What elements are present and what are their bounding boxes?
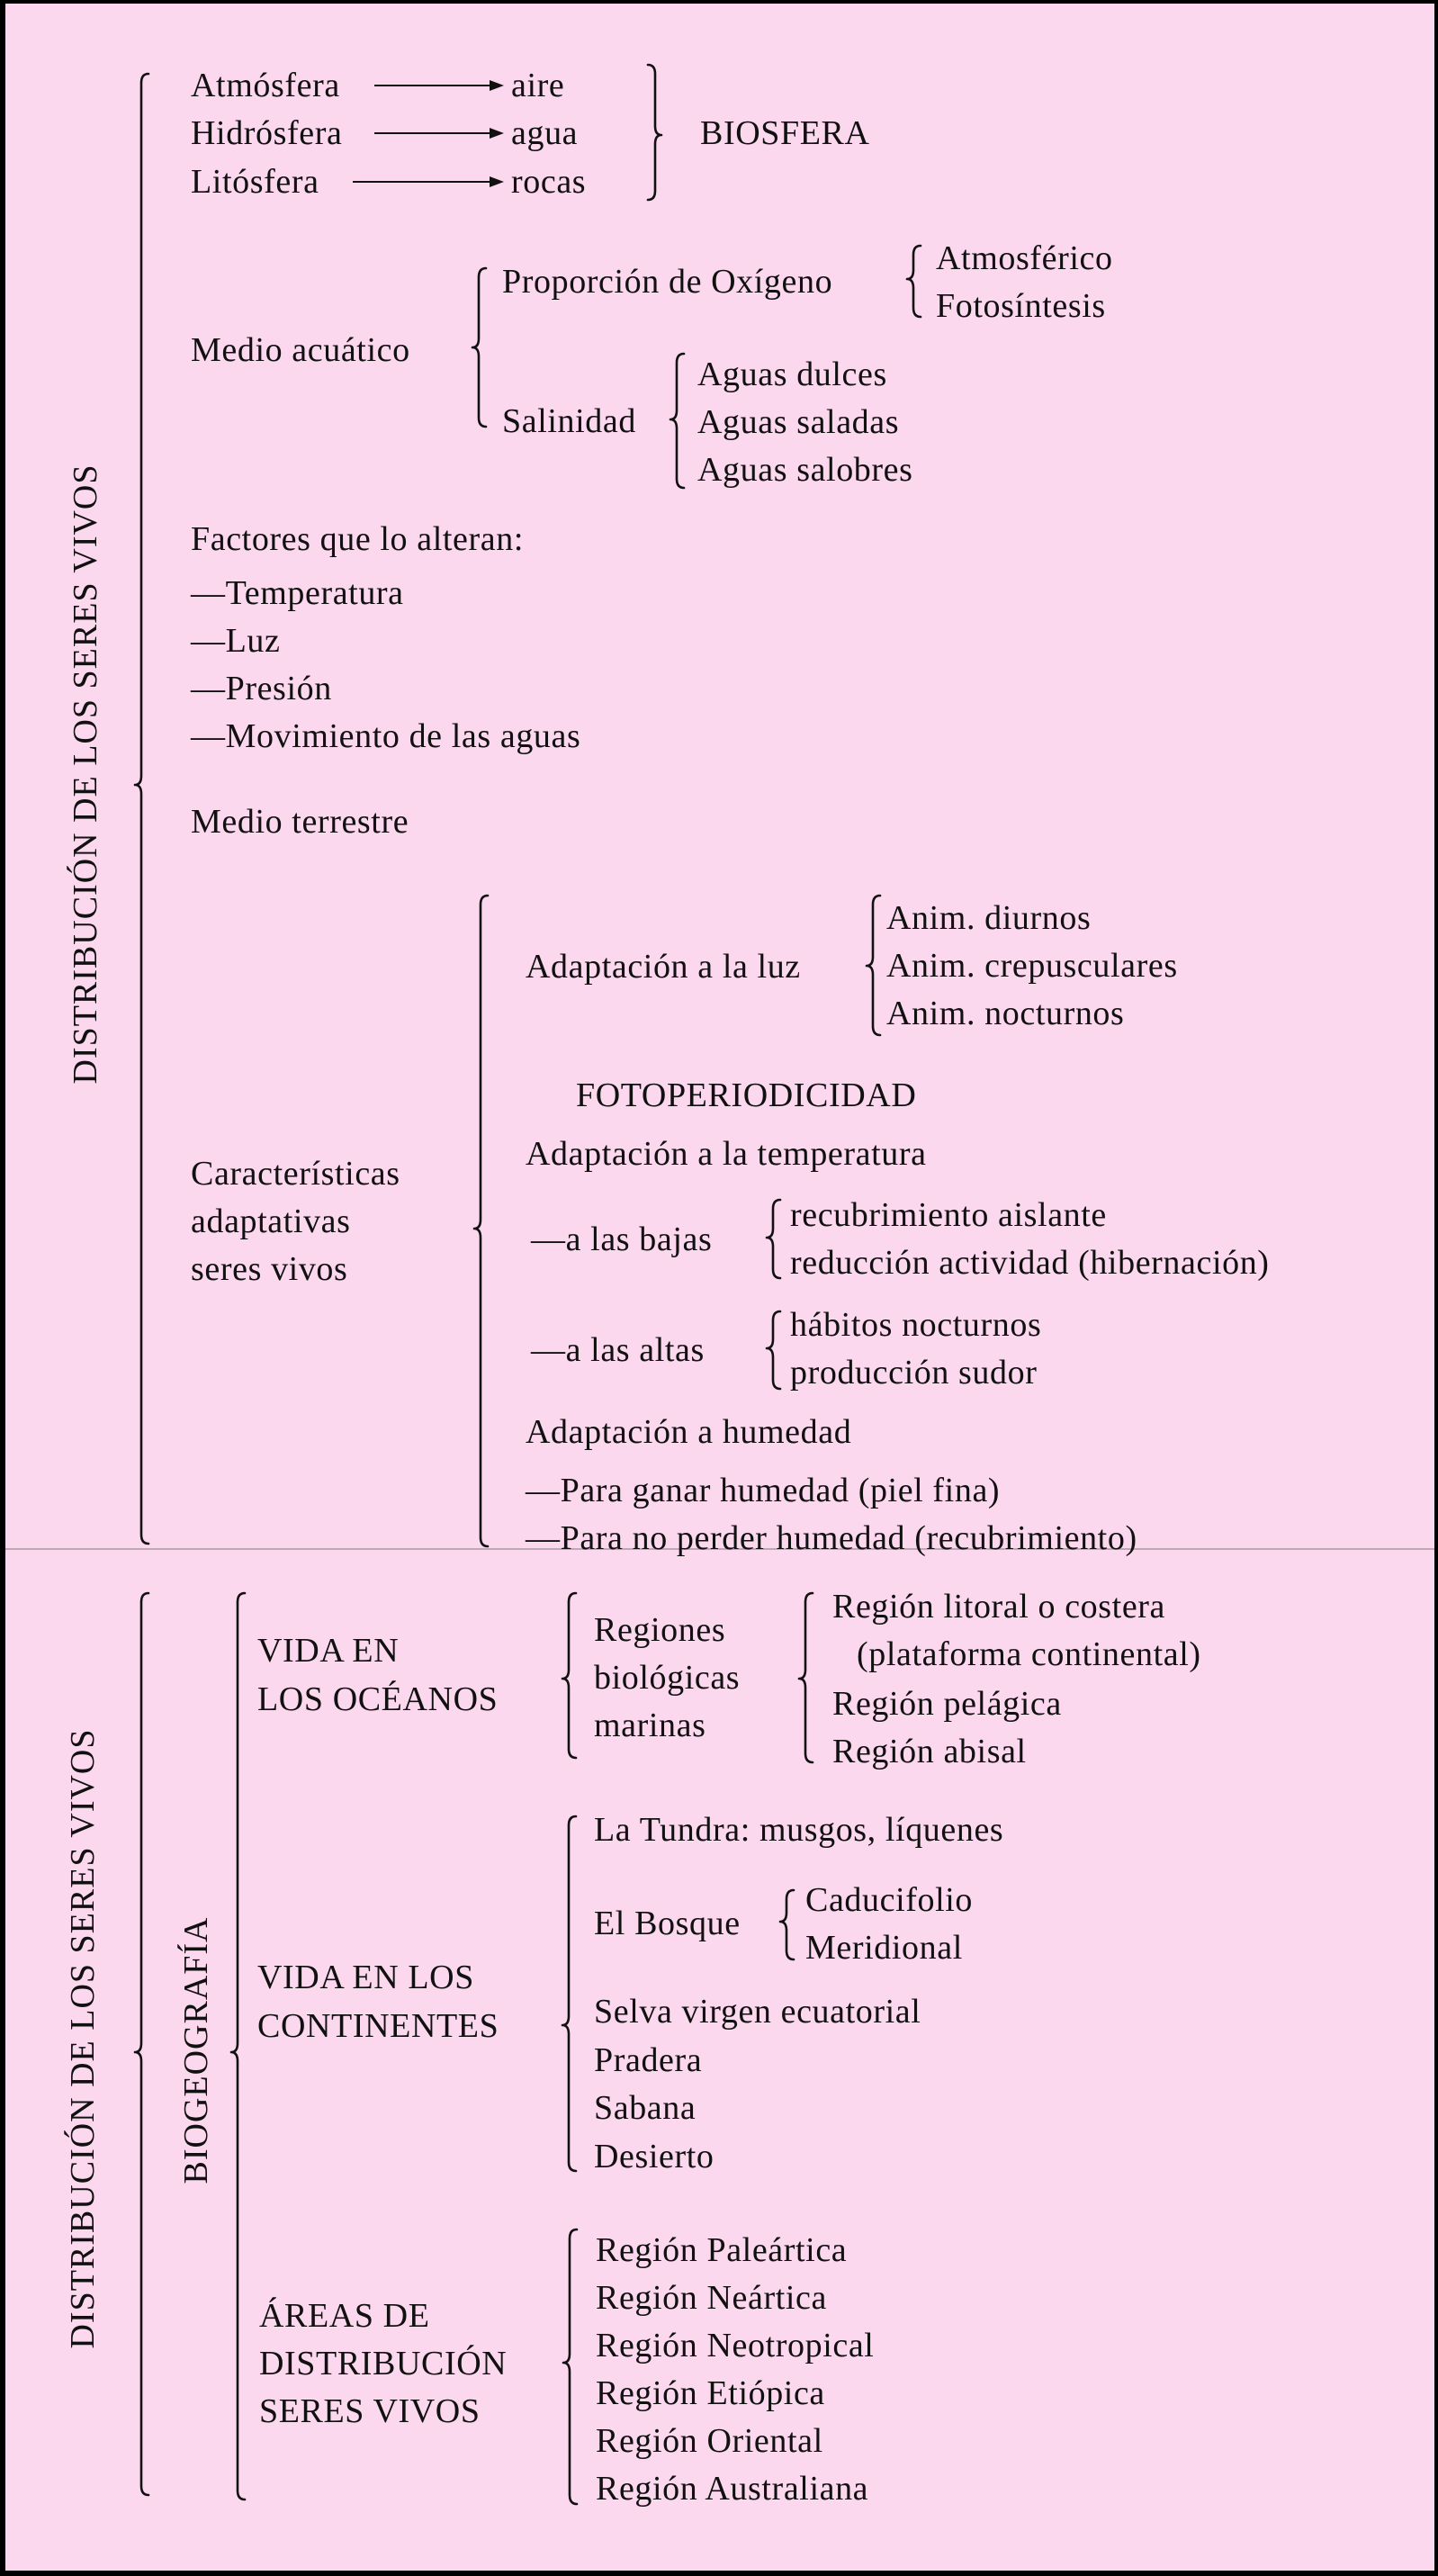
areas-label-line: DISTRIBUCIÓN <box>259 2345 508 2382</box>
medio-acuatico-label: Medio acuático <box>191 331 410 369</box>
areas-label-line: SERES VIVOS <box>259 2392 481 2430</box>
brace-section1 <box>135 74 148 1544</box>
luz-item: Anim. crepusculares <box>886 947 1178 985</box>
section2-vertical-title: DISTRIBUCIÓN DE LOS SERES VIVOS <box>64 1728 102 2349</box>
oxigeno-label: Proporción de Oxígeno <box>502 263 833 301</box>
salinidad-label: Salinidad <box>502 402 636 440</box>
regiones-label-line: Regiones <box>594 1611 726 1649</box>
oceano-region-item: Región pelágica <box>832 1685 1062 1723</box>
factor-item: —Movimiento de las aguas <box>191 717 581 755</box>
brace-continentes <box>562 1816 576 2171</box>
humedad-item: —Para ganar humedad (piel fina) <box>526 1472 1001 1509</box>
area-region-item: Región Etiópica <box>596 2374 825 2412</box>
factores-heading: Factores que lo alteran: <box>191 520 524 558</box>
biogeografia-vertical-title: BIOGEOGRAFÍA <box>177 1916 215 2184</box>
oxigeno-item: Fotosíntesis <box>936 287 1106 325</box>
altas-label: —a las altas <box>531 1331 705 1369</box>
brace-bosque <box>780 1890 794 1959</box>
brace-bajas <box>767 1200 780 1278</box>
continente-item: Pradera <box>594 2041 703 2079</box>
humedad-label: Adaptación a humedad <box>526 1413 852 1451</box>
area-region-item: Región Oriental <box>596 2422 823 2460</box>
brace-altas <box>767 1311 780 1389</box>
section1-vertical-title: DISTRIBUCIÓN DE LOS SERES VIVOS <box>67 464 104 1085</box>
sphere-to: aire <box>511 67 565 104</box>
area-region-item: Región Australiana <box>596 2470 869 2508</box>
brace-luz <box>867 896 880 1035</box>
salinidad-item: Aguas saladas <box>697 403 900 441</box>
sphere-from: Litósfera <box>191 163 319 201</box>
brace-oxigeno <box>907 246 921 317</box>
bajas-item: recubrimiento aislante <box>790 1196 1107 1234</box>
altas-item: producción sudor <box>790 1354 1038 1392</box>
caracteristicas-label-line: seres vivos <box>191 1250 348 1288</box>
tundra-label: La Tundra: musgos, líquenes <box>594 1811 1004 1849</box>
brace-salinidad <box>670 354 684 488</box>
salinidad-item: Aguas salobres <box>697 451 913 489</box>
humedad-item: —Para no perder humedad (recubrimiento) <box>526 1519 1137 1557</box>
luz-item: Anim. nocturnos <box>886 995 1125 1032</box>
altas-item: hábitos nocturnos <box>790 1306 1042 1344</box>
oceano-region-item: Región litoral o costera <box>832 1588 1166 1626</box>
caracteristicas-label-line: adaptativas <box>191 1202 351 1240</box>
bosque-item: Meridional <box>805 1929 963 1967</box>
sphere-to: agua <box>511 114 579 152</box>
factor-item: —Presión <box>191 670 332 707</box>
brace-medio-acuatico <box>472 268 486 427</box>
brace-areas <box>563 2229 577 2504</box>
area-region-item: Región Neártica <box>596 2279 827 2317</box>
regiones-label-line: marinas <box>594 1707 706 1744</box>
sphere-to: rocas <box>511 163 587 201</box>
bajas-label: —a las bajas <box>531 1220 713 1258</box>
area-region-item: Región Neotropical <box>596 2327 875 2364</box>
medio-terrestre-label: Medio terrestre <box>191 803 409 841</box>
bosque-item: Caducifolio <box>805 1881 974 1919</box>
brace-biosfera <box>648 65 661 200</box>
factor-item: —Temperatura <box>191 574 404 612</box>
oceanos-label-line: VIDA EN <box>257 1632 400 1670</box>
salinidad-item: Aguas dulces <box>697 356 887 393</box>
brace-caracteristicas <box>474 896 488 1546</box>
biosfera-label: BIOSFERA <box>700 114 870 152</box>
factor-item: —Luz <box>191 622 281 660</box>
luz-item: Anim. diurnos <box>886 899 1092 937</box>
continente-item: Selva virgen ecuatorial <box>594 1993 921 2031</box>
luz-label: Adaptación a la luz <box>526 948 801 986</box>
areas-label-line: ÁREAS DE <box>259 2297 430 2335</box>
continentes-label-line: CONTINENTES <box>257 2007 499 2045</box>
sphere-from: Hidrósfera <box>191 114 343 152</box>
area-region-item: Región Paleártica <box>596 2231 848 2269</box>
temperatura-label: Adaptación a la temperatura <box>526 1135 927 1173</box>
bajas-item: reducción actividad (hibernación) <box>790 1244 1270 1282</box>
regiones-label-line: biológicas <box>594 1659 741 1697</box>
brace-section2 <box>135 1593 148 2495</box>
bosque-label: El Bosque <box>594 1905 741 1942</box>
sphere-from: Atmósfera <box>191 67 340 104</box>
brace-biogeografia <box>231 1593 245 2499</box>
oxigeno-item: Atmosférico <box>936 239 1113 277</box>
caracteristicas-label-line: Características <box>191 1155 400 1193</box>
continente-item: Desierto <box>594 2138 715 2175</box>
brace-regiones <box>799 1593 813 1762</box>
continente-item: Sabana <box>594 2089 697 2127</box>
oceano-region-item: (plataforma continental) <box>857 1635 1201 1673</box>
continentes-label-line: VIDA EN LOS <box>257 1959 474 1996</box>
fotoperiodicidad-label: FOTOPERIODICIDAD <box>576 1076 917 1114</box>
brace-oceanos <box>562 1593 576 1758</box>
oceano-region-item: Región abisal <box>832 1733 1027 1770</box>
oceanos-label-line: LOS OCÉANOS <box>257 1680 499 1718</box>
